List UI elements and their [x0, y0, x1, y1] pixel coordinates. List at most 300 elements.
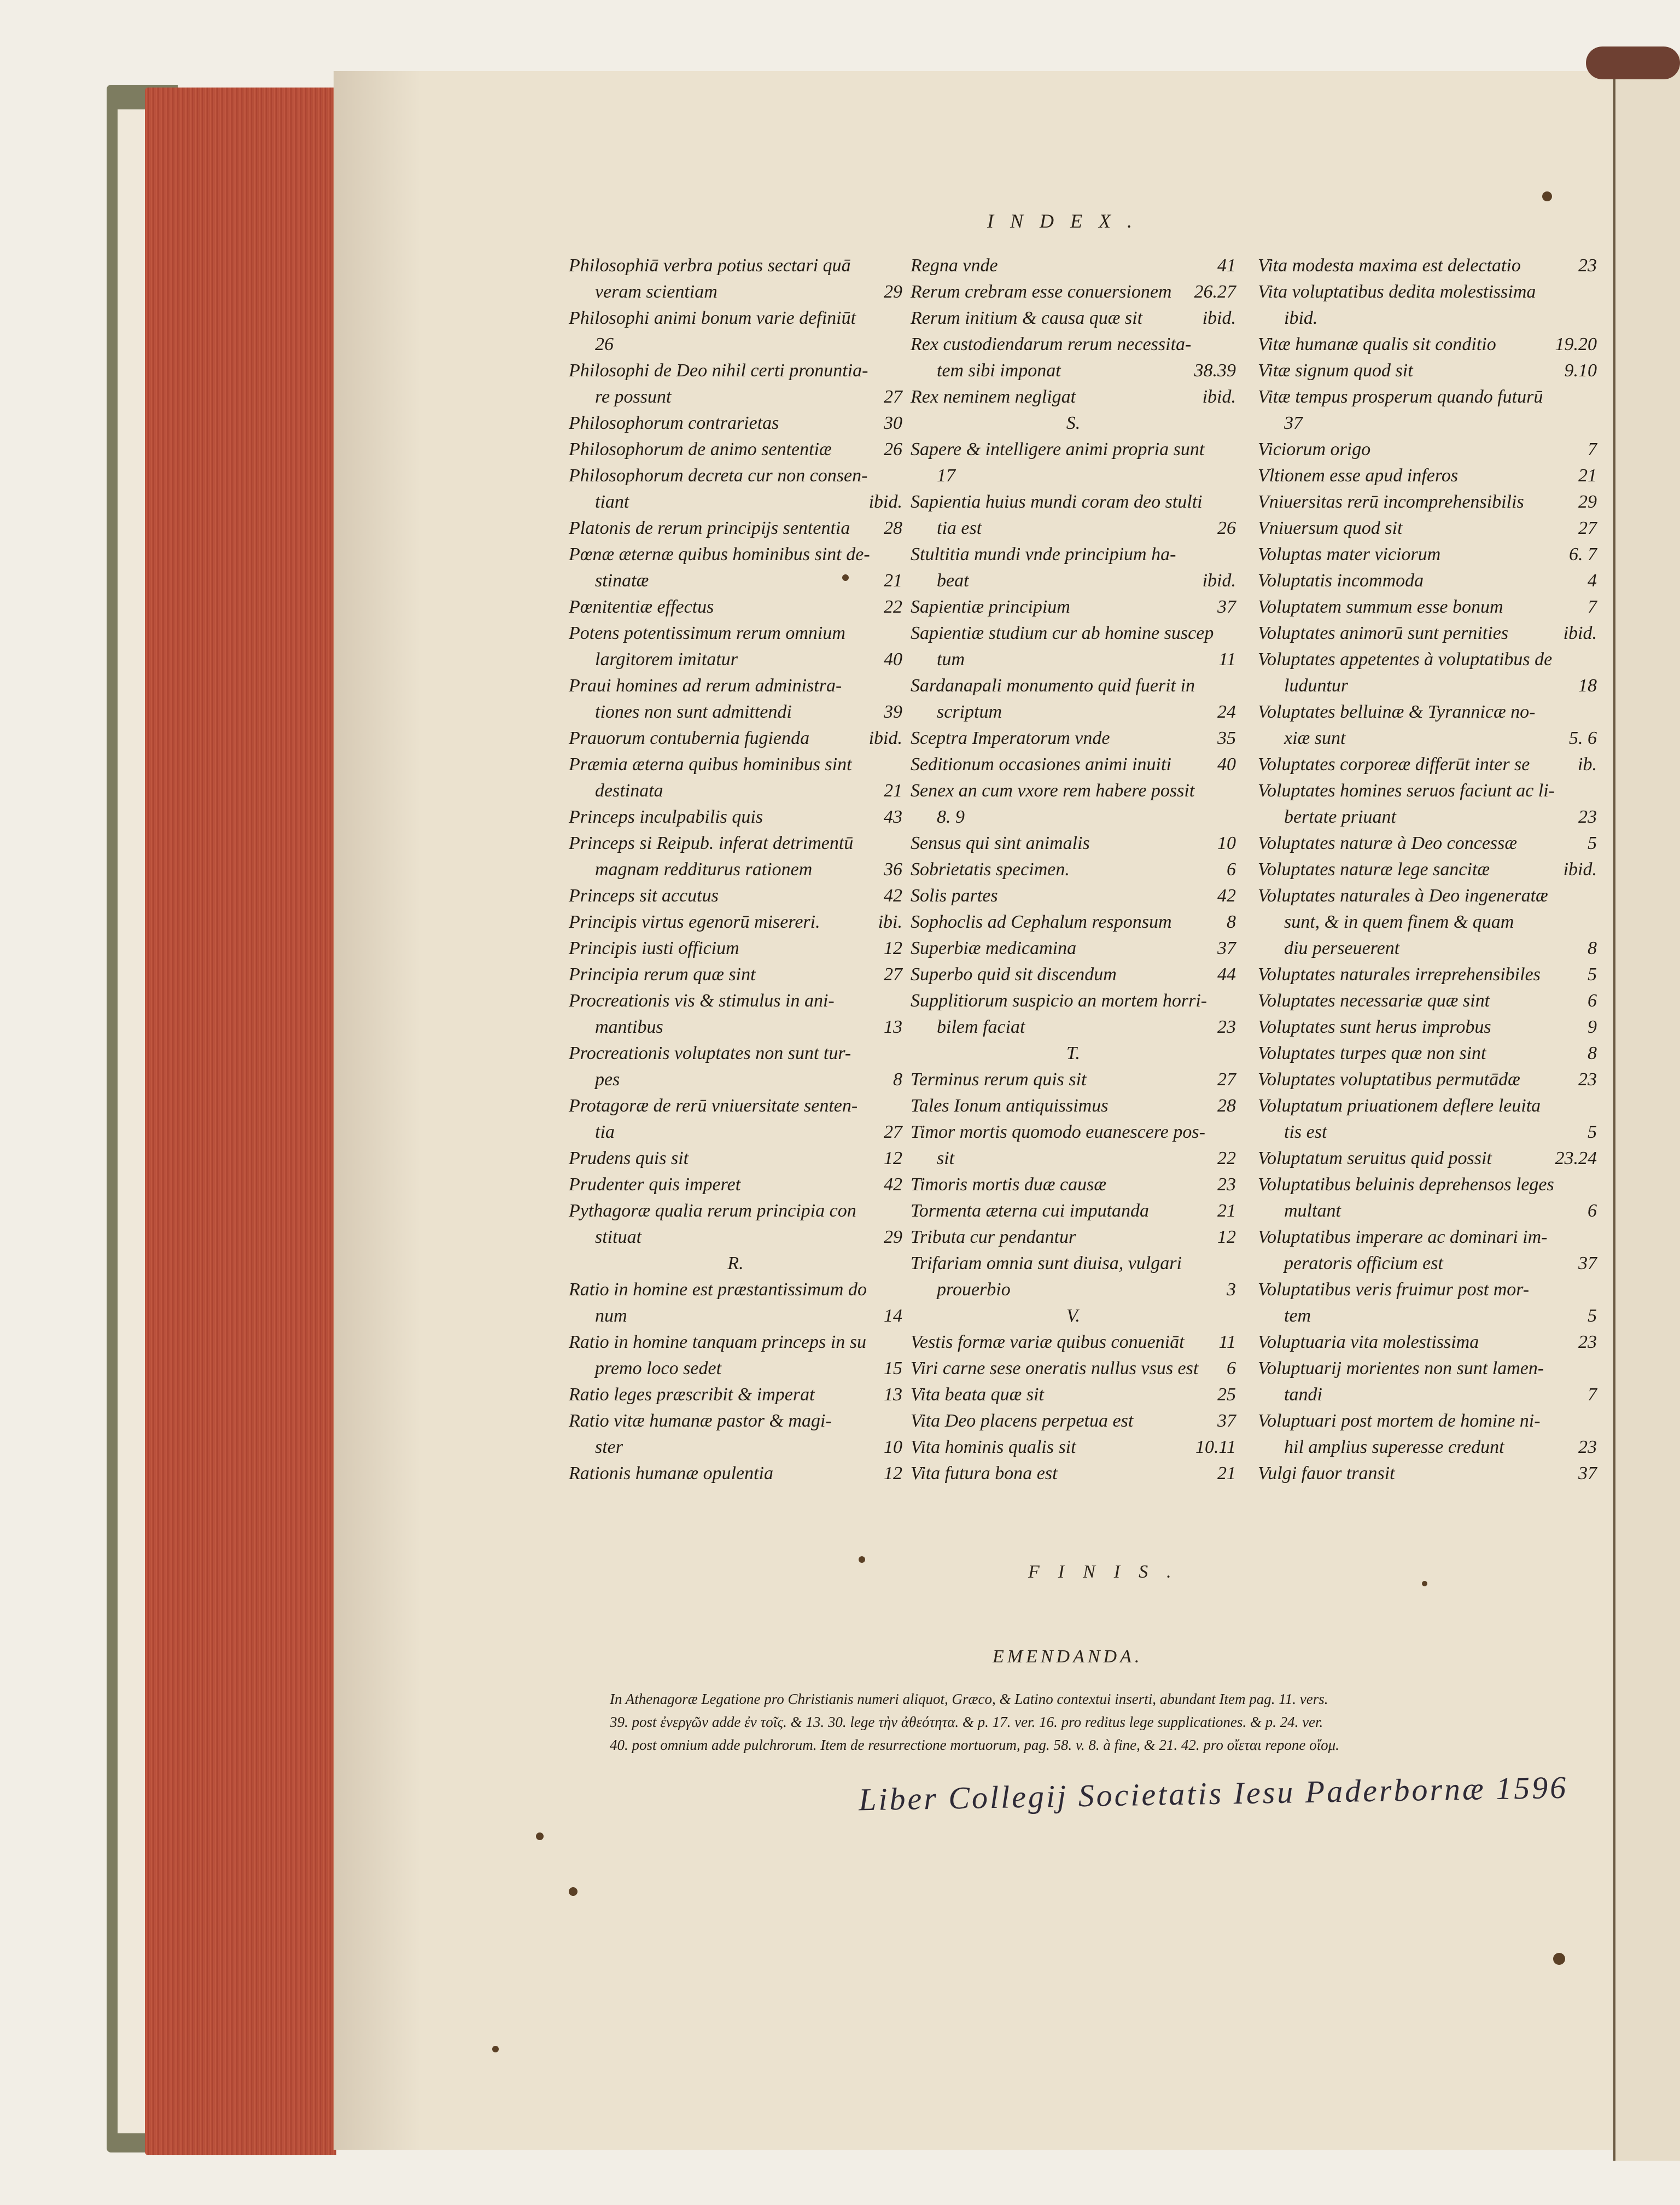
index-entry: [569, 437, 902, 463]
index-entry: [1258, 305, 1597, 331]
index-entry: [911, 331, 1236, 358]
entry-text: Philosophorum decreta cur non consen-: [569, 466, 868, 486]
index-entry: [1258, 384, 1597, 410]
entry-page-ref: 42: [884, 1174, 902, 1195]
entry-text: Rex neminem negligat: [911, 387, 1076, 407]
index-entry: [569, 305, 902, 331]
entry-page-ref: 7: [1588, 439, 1597, 459]
entry-text: Seditionum occasiones animi inuiti: [911, 754, 1171, 775]
index-entry: [569, 883, 902, 909]
entry-page-ref: 36: [884, 859, 902, 880]
entry-text: Philosophiā verbra potius sectari quā: [569, 255, 851, 276]
entry-text: 26: [595, 334, 614, 354]
entry-text: Vita hominis qualis sit: [911, 1437, 1076, 1457]
entry-page-ref: ibid.: [1202, 571, 1236, 591]
index-entry: [569, 331, 902, 358]
entry-text: Potens potentissimum rerum omnium: [569, 623, 845, 643]
index-entry: [1258, 962, 1597, 988]
entry-text: Regna vnde: [911, 255, 998, 276]
entry-text: S.: [1066, 413, 1081, 433]
page-header: INDEX.: [987, 210, 1148, 232]
entry-page-ref: 13: [884, 1384, 902, 1405]
index-entry: [911, 1250, 1236, 1277]
entry-text: Tributa cur pendantur: [911, 1227, 1076, 1247]
entry-text: num: [595, 1306, 627, 1326]
entry-page-ref: 11: [1218, 1332, 1236, 1352]
entry-page-ref: 27: [884, 387, 902, 407]
index-entry: [1258, 1145, 1597, 1172]
entry-text: Principis virtus egenorū misereri.: [569, 912, 820, 932]
entry-page-ref: 27: [884, 1122, 902, 1142]
entry-text: Vita modesta maxima est delectatio: [1258, 255, 1521, 276]
index-entry: [569, 673, 902, 699]
entry-page-ref: 21: [1217, 1463, 1236, 1483]
entry-text: Platonis de rerum principijs sententia: [569, 518, 850, 538]
entry-text: V.: [1066, 1306, 1080, 1326]
index-entry: [1258, 1303, 1597, 1329]
entry-text: Pœnitentiæ effectus: [569, 597, 714, 617]
index-entry: [569, 1355, 902, 1382]
entry-page-ref: 27: [884, 964, 902, 985]
entry-text: Superbiæ medicamina: [911, 938, 1077, 958]
entry-page-ref: 7: [1588, 1384, 1597, 1405]
index-entry: [1258, 1461, 1597, 1487]
entry-text: Voluptuaria vita molestissima: [1258, 1332, 1479, 1352]
entry-text: Sobrietatis specimen.: [911, 859, 1070, 880]
entry-text: Ratio in homine tanquam princeps in su: [569, 1332, 866, 1352]
entry-text: Superbo quid sit discendum: [911, 964, 1117, 985]
index-entry: [911, 988, 1236, 1014]
foxing-spot: [859, 1556, 865, 1563]
entry-text: Princeps sit accutus: [569, 886, 719, 906]
entry-text: 8. 9: [937, 807, 965, 827]
index-entry: [1258, 1250, 1597, 1277]
index-letter-heading: [911, 1040, 1236, 1067]
entry-text: Sapientiæ principium: [911, 597, 1070, 617]
entry-page-ref: 9: [1588, 1017, 1597, 1037]
index-entry: [1258, 673, 1597, 699]
entry-page-ref: 23: [1578, 1332, 1597, 1352]
index-entry: [1258, 489, 1597, 515]
index-entry: [569, 752, 902, 778]
entry-text: Vita beata quæ sit: [911, 1384, 1044, 1405]
entry-text: Voluptatem summum esse bonum: [1258, 597, 1503, 617]
entry-page-ref: 23: [1578, 807, 1597, 827]
entry-page-ref: 3: [1227, 1279, 1236, 1300]
index-entry: [911, 909, 1236, 935]
entry-page-ref: 8: [893, 1069, 902, 1090]
entry-text: Voluptates naturæ lege sancitæ: [1258, 859, 1490, 880]
index-entry: [911, 962, 1236, 988]
index-entry: [911, 1329, 1236, 1355]
index-entry: [569, 1040, 902, 1067]
entry-page-ref: 12: [884, 1148, 902, 1168]
entry-text: Rerum initium & causa quæ sit: [911, 308, 1143, 328]
index-entry: [569, 935, 902, 962]
entry-page-ref: 26: [1217, 518, 1236, 538]
entry-text: Sapientia huius mundi coram deo stulti: [911, 492, 1203, 512]
entry-page-ref: 26.27: [1194, 282, 1236, 302]
entry-text: Philosophi de Deo nihil certi pronuntia-: [569, 360, 868, 381]
index-entry: [911, 1355, 1236, 1382]
entry-text: Princeps inculpabilis quis: [569, 807, 763, 827]
entry-text: Solis partes: [911, 886, 998, 906]
entry-text: Ratio in homine est præstantissimum do: [569, 1279, 867, 1300]
index-entry: [1258, 988, 1597, 1014]
index-entry: [911, 1014, 1236, 1040]
foxing-spot: [492, 2046, 499, 2052]
index-entry: [569, 1067, 902, 1093]
index-entry: [1258, 437, 1597, 463]
entry-page-ref: 29: [884, 1227, 902, 1247]
entry-page-ref: 21: [1217, 1201, 1236, 1221]
entry-page-ref: 13: [884, 1017, 902, 1037]
entry-text: Voluptates turpes quæ non sint: [1258, 1043, 1486, 1063]
entry-text: Procreationis voluptates non sunt tur-: [569, 1043, 851, 1063]
index-entry: [569, 1224, 902, 1250]
entry-page-ref: 7: [1588, 597, 1597, 617]
index-entry: [911, 1198, 1236, 1224]
entry-page-ref: 21: [1578, 466, 1597, 486]
entry-text: mantibus: [595, 1017, 663, 1037]
index-column-1: [569, 253, 902, 1487]
entry-text: Philosophorum de animo sententiæ: [569, 439, 832, 459]
entry-page-ref: 26: [884, 439, 902, 459]
index-entry: [569, 1461, 902, 1487]
errata-line: 39. post ἐνεργῶν adde ἐν τοῖς. & 13. 30. lege τὴν ἀθεότητα. & p. 17. ver. 16. pro reditus lege supplicationes. & p. 24. ver.: [610, 1714, 1323, 1730]
index-entry: [911, 830, 1236, 857]
entry-text: Sensus qui sint animalis: [911, 833, 1090, 853]
index-entry: [911, 1067, 1236, 1093]
index-entry: [911, 647, 1236, 673]
entry-text: destinata: [595, 781, 663, 801]
index-entry: [1258, 1067, 1597, 1093]
index-entry: [569, 909, 902, 935]
entry-text: Præmia æterna quibus hominibus sint: [569, 754, 852, 775]
index-entry: [569, 830, 902, 857]
entry-page-ref: 38.39: [1194, 360, 1236, 381]
index-entry: [1258, 909, 1597, 935]
foxing-spot: [536, 1832, 544, 1840]
entry-text: largitorem imitatur: [595, 649, 738, 670]
foxing-spot: [1542, 191, 1552, 201]
index-entry: [911, 358, 1236, 384]
index-entry: [569, 857, 902, 883]
entry-page-ref: 37: [1578, 1253, 1597, 1273]
index-entry: [911, 437, 1236, 463]
entry-text: Voluptatum priuationem deflere leuita: [1258, 1096, 1541, 1116]
index-entry: [569, 253, 902, 279]
entry-text: Prudens quis sit: [569, 1148, 689, 1168]
entry-text: Vitæ tempus prosperum quando futurū: [1258, 387, 1543, 407]
entry-text: Vitæ humanæ qualis sit conditio: [1258, 334, 1496, 354]
entry-page-ref: 19.20: [1555, 334, 1597, 354]
entry-page-ref: ibid.: [868, 492, 902, 512]
index-column-2: [911, 253, 1236, 1487]
index-entry: [911, 935, 1236, 962]
entry-text: scriptum: [937, 702, 1002, 722]
entry-page-ref: 21: [884, 781, 902, 801]
index-entry: [569, 279, 902, 305]
entry-page-ref: 5. 6: [1569, 728, 1597, 748]
entry-page-ref: 37: [1578, 1463, 1597, 1483]
entry-page-ref: 23.24: [1555, 1148, 1597, 1168]
index-entry: [911, 883, 1236, 909]
entry-page-ref: 6: [1227, 859, 1236, 880]
index-entry: [569, 384, 902, 410]
index-entry: [569, 1119, 902, 1145]
entry-text: stituat: [595, 1227, 642, 1247]
entry-text: luduntur: [1284, 676, 1349, 696]
entry-page-ref: 29: [884, 282, 902, 302]
index-entry: [1258, 1434, 1597, 1461]
entry-page-ref: 28: [1217, 1096, 1236, 1116]
entry-text: sit: [937, 1148, 955, 1168]
index-entry: [569, 463, 902, 489]
entry-text: sunt, & in quem finem & quam: [1284, 912, 1514, 932]
index-entry: [569, 1172, 902, 1198]
entry-text: beat: [937, 571, 969, 591]
entry-text: Principis iusti officium: [569, 938, 739, 958]
index-letter-heading: [569, 1250, 902, 1277]
entry-text: tiones non sunt admittendi: [595, 702, 792, 722]
entry-page-ref: 44: [1217, 964, 1236, 985]
index-entry: [911, 1093, 1236, 1119]
index-entry: [569, 778, 902, 804]
entry-page-ref: 15: [884, 1358, 902, 1378]
entry-page-ref: 21: [884, 571, 902, 591]
entry-page-ref: 40: [884, 649, 902, 670]
entry-page-ref: 8: [1227, 912, 1236, 932]
entry-text: Sapere & intelligere animi propria sunt: [911, 439, 1205, 459]
gutter-shadow: [334, 71, 421, 2150]
page-edges: [145, 88, 336, 2155]
entry-page-ref: 42: [884, 886, 902, 906]
entry-page-ref: 10: [884, 1437, 902, 1457]
index-entry: [911, 1434, 1236, 1461]
entry-text: Voluptates naturales à Deo ingeneratæ: [1258, 886, 1548, 906]
entry-page-ref: 10: [1217, 833, 1236, 853]
entry-page-ref: 6: [1588, 991, 1597, 1011]
index-entry: [1258, 1172, 1597, 1198]
entry-page-ref: 42: [1217, 886, 1236, 906]
entry-text: Vita voluptatibus dedita molestissima: [1258, 282, 1536, 302]
entry-page-ref: 22: [1217, 1148, 1236, 1168]
index-entry: [569, 594, 902, 620]
entry-page-ref: 25: [1217, 1384, 1236, 1405]
entry-text: Voluptatibus beluinis deprehensos leges: [1258, 1174, 1554, 1195]
entry-page-ref: 12: [884, 1463, 902, 1483]
entry-text: Praui homines ad rerum administra-: [569, 676, 842, 696]
entry-page-ref: 18: [1578, 676, 1597, 696]
index-entry: [569, 699, 902, 725]
index-entry: [569, 1382, 902, 1408]
ownership-inscription: Liber Collegij Societatis Iesu Paderbornæ 1596: [858, 1769, 1568, 1818]
entry-page-ref: 23: [1217, 1017, 1236, 1037]
entry-page-ref: 8: [1588, 938, 1597, 958]
entry-text: peratoris officium est: [1284, 1253, 1443, 1273]
entry-text: tia est: [937, 518, 982, 538]
entry-text: Princeps si Reipub. inferat detrimentū: [569, 833, 854, 853]
index-letter-heading: [911, 1303, 1236, 1329]
index-entry: [1258, 542, 1597, 568]
index-entry: [1258, 699, 1597, 725]
index-entry: [569, 1303, 902, 1329]
index-entry: [569, 1329, 902, 1355]
entry-page-ref: 9.10: [1564, 360, 1597, 381]
entry-text: Vita futura bona est: [911, 1463, 1058, 1483]
index-entry: [1258, 279, 1597, 305]
foxing-spot: [842, 574, 849, 581]
entry-text: re possunt: [595, 387, 672, 407]
index-entry: [1258, 1329, 1597, 1355]
entry-text: R.: [727, 1253, 744, 1273]
index-entry: [569, 489, 902, 515]
entry-text: Sapientiæ studium cur ab homine suscep: [911, 623, 1214, 643]
index-entry: [569, 358, 902, 384]
index-entry: [911, 725, 1236, 752]
entry-page-ref: 30: [884, 413, 902, 433]
entry-text: tem: [1284, 1306, 1311, 1326]
torn-corner: [1586, 46, 1680, 79]
entry-page-ref: 39: [884, 702, 902, 722]
index-entry: [1258, 883, 1597, 909]
entry-text: Pythagoræ qualia rerum principia con: [569, 1201, 856, 1221]
emendanda-title: EMENDANDA.: [993, 1647, 1143, 1667]
entry-text: pes: [595, 1069, 620, 1090]
index-entry: [911, 1382, 1236, 1408]
index-entry: [1258, 725, 1597, 752]
entry-page-ref: 41: [1217, 255, 1236, 276]
entry-text: Rerum crebram esse conuersionem: [911, 282, 1172, 302]
index-entry: [569, 647, 902, 673]
index-entry: [911, 1224, 1236, 1250]
entry-text: T.: [1066, 1043, 1080, 1063]
entry-page-ref: 37: [1217, 938, 1236, 958]
index-entry: [1258, 1040, 1597, 1067]
entry-text: Philosophorum contrarietas: [569, 413, 779, 433]
finis-label: FINIS.: [1028, 1562, 1190, 1582]
entry-page-ref: 43: [884, 807, 902, 827]
entry-page-ref: ibid.: [1563, 623, 1597, 643]
entry-page-ref: ibid.: [1202, 308, 1236, 328]
index-entry: [1258, 935, 1597, 962]
index-entry: [911, 253, 1236, 279]
index-entry: [1258, 1355, 1597, 1382]
entry-page-ref: 29: [1578, 492, 1597, 512]
entry-page-ref: 14: [884, 1306, 902, 1326]
entry-page-ref: ibid.: [1202, 387, 1236, 407]
entry-text: ibid.: [1284, 308, 1318, 328]
entry-page-ref: 6: [1227, 1358, 1236, 1378]
entry-text: Voluptates belluinæ & Tyrannicæ no-: [1258, 702, 1536, 722]
entry-text: Voluptates appetentes à voluptatibus de: [1258, 649, 1553, 670]
entry-text: tem sibi imponat: [937, 360, 1061, 381]
entry-page-ref: ib.: [1578, 754, 1597, 775]
entry-text: Voluptates naturales irreprehensibiles: [1258, 964, 1541, 985]
index-entry: [1258, 410, 1597, 437]
entry-page-ref: 10.11: [1195, 1437, 1236, 1457]
index-entry: [1258, 568, 1597, 594]
index-entry: [569, 620, 902, 647]
entry-text: Trifariam omnia sunt diuisa, vulgari: [911, 1253, 1182, 1273]
index-entry: [569, 515, 902, 542]
entry-text: bertate priuant: [1284, 807, 1396, 827]
errata-block: [610, 1688, 1583, 1756]
entry-text: Tales Ionum antiquissimus: [911, 1096, 1109, 1116]
entry-text: tis est: [1284, 1122, 1327, 1142]
index-entry: [911, 1408, 1236, 1434]
entry-page-ref: 35: [1217, 728, 1236, 748]
index-entry: [911, 857, 1236, 883]
entry-text: tandi: [1284, 1384, 1322, 1405]
entry-text: Viciorum origo: [1258, 439, 1371, 459]
index-entry: [569, 1198, 902, 1224]
entry-text: Supplitiorum suspicio an mortem horri-: [911, 991, 1208, 1011]
entry-page-ref: 24: [1217, 702, 1236, 722]
index-entry: [911, 594, 1236, 620]
entry-text: xiæ sunt: [1284, 728, 1346, 748]
entry-text: tia: [595, 1122, 615, 1142]
entry-text: veram scientiam: [595, 282, 718, 302]
index-entry: [1258, 463, 1597, 489]
entry-text: Sceptra Imperatorum vnde: [911, 728, 1110, 748]
entry-text: Procreationis vis & stimulus in ani-: [569, 991, 835, 1011]
entry-page-ref: 37: [1217, 597, 1236, 617]
entry-text: Voluptas mater viciorum: [1258, 544, 1441, 565]
index-entry: [569, 1408, 902, 1434]
entry-text: Stultitia mundi vnde principium ha-: [911, 544, 1176, 565]
foxing-spot: [1553, 1953, 1565, 1965]
entry-text: Timor mortis quomodo euanescere pos-: [911, 1122, 1205, 1142]
errata-line: In Athenagoræ Legatione pro Christianis numeri aliquot, Græco, & Latino contextui inserti, abundant Item pag. 11. vers.: [610, 1691, 1328, 1707]
entry-text: 17: [937, 466, 955, 486]
entry-page-ref: 23: [1578, 1437, 1597, 1457]
entry-page-ref: 12: [884, 938, 902, 958]
index-entry: [911, 542, 1236, 568]
index-entry: [911, 305, 1236, 331]
entry-text: Senex an cum vxore rem habere possit: [911, 781, 1195, 801]
entry-text: Sardanapali monumento quid fuerit in: [911, 676, 1195, 696]
entry-text: stinatæ: [595, 571, 649, 591]
entry-page-ref: 28: [884, 518, 902, 538]
entry-text: hil amplius superesse credunt: [1284, 1437, 1504, 1457]
entry-page-ref: ibid.: [868, 728, 902, 748]
entry-text: Prudenter quis imperet: [569, 1174, 741, 1195]
entry-page-ref: 27: [1217, 1069, 1236, 1090]
index-entry: [911, 1145, 1236, 1172]
entry-text: Voluptatibus imperare ac dominari im-: [1258, 1227, 1548, 1247]
entry-text: Sophoclis ad Cephalum responsum: [911, 912, 1172, 932]
index-column-3: [1258, 253, 1597, 1487]
index-entry: [569, 804, 902, 830]
entry-text: Viri carne sese oneratis nullus vsus est: [911, 1358, 1199, 1378]
index-entry: [911, 620, 1236, 647]
index-entry: [1258, 857, 1597, 883]
entry-text: Voluptates sunt herus improbus: [1258, 1017, 1491, 1037]
index-entry: [1258, 515, 1597, 542]
entry-text: Protagoræ de rerū vniuersitate senten-: [569, 1096, 858, 1116]
entry-page-ref: ibid.: [1563, 859, 1597, 880]
index-letter-heading: [911, 410, 1236, 437]
entry-text: Voluptates corporeæ differūt inter se: [1258, 754, 1530, 775]
index-entry: [1258, 1277, 1597, 1303]
entry-text: multant: [1284, 1201, 1341, 1221]
index-entry: [911, 699, 1236, 725]
entry-text: diu perseuerent: [1284, 938, 1400, 958]
entry-page-ref: 23: [1217, 1174, 1236, 1195]
entry-text: tiant: [595, 492, 629, 512]
